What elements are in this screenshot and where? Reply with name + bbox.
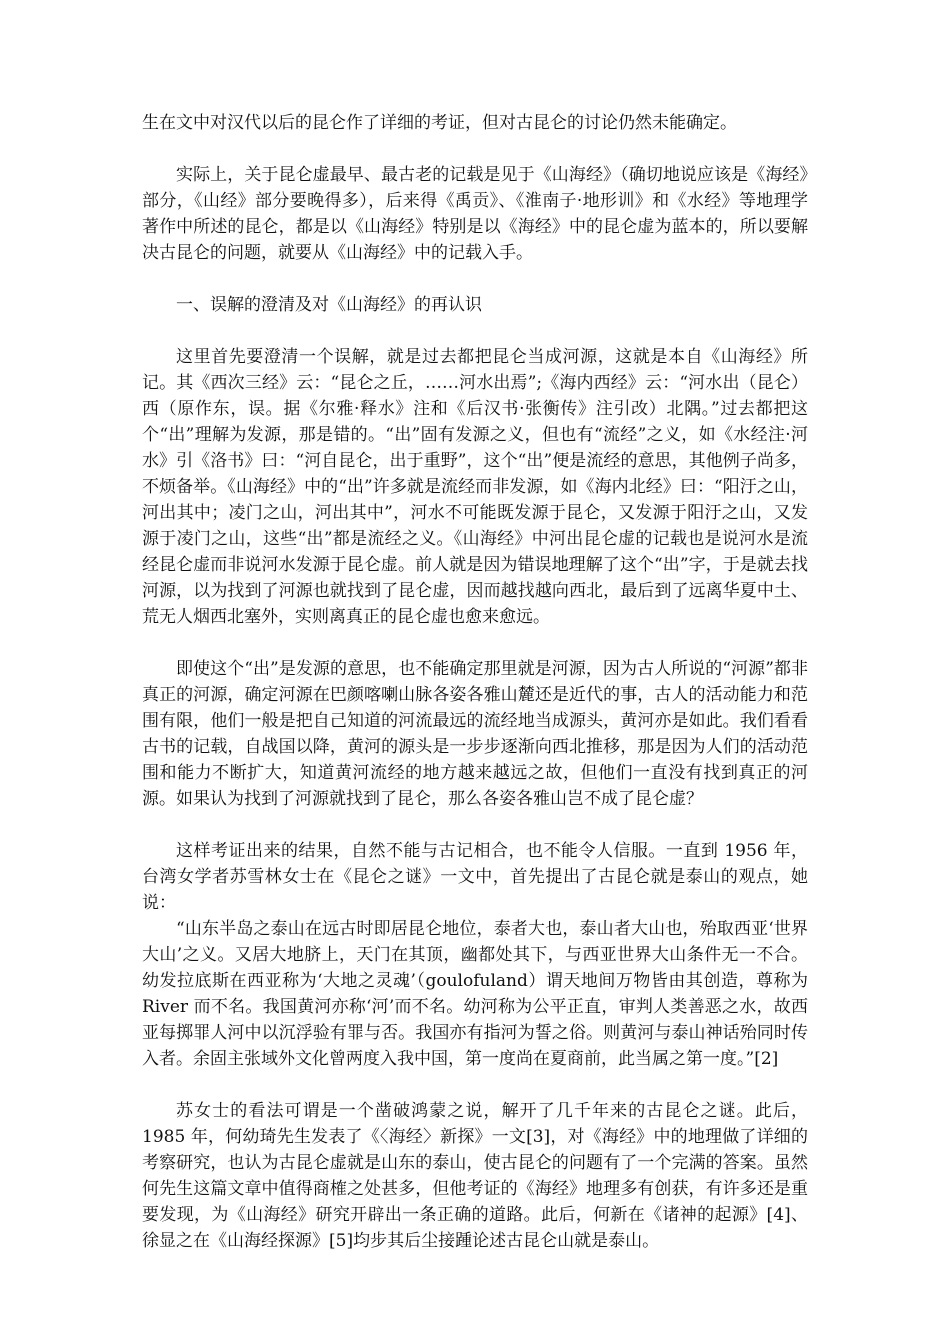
document-page <box>142 110 808 1254</box>
block-quote: “山东半岛之泰山在远古时即居昆仑地位，泰者大也，泰山者大山也，殆取西亚‘世界大山’之义。又居大地脐上，天门在其顶，幽都处其下，与西亚世界大山条件无一不合。幼发拉底斯在西亚称为‘大地之灵魂’（goulofuland）谓天地间万物皆由其创造，尊称为 River 而不名。我国黄河亦称‘河’而不名。幼河称为公平正直，审判人类善恶之水，故西亚每掷罪人河中以沉浮验有罪与否。我国亦有指河为誓之俗。则黄河与泰山神话殆同时传入者。余固主张域外文化曾两度入我中国，第一度尚在夏商前，此当属之第一度。”[2] <box>142 919 808 1069</box>
section-heading: 一、误解的澄清及对《山海经》的再认识 <box>176 295 482 315</box>
paragraph-continuation: 生在文中对汉代以后的昆仑作了详细的考证，但对古昆仑的讨论仍然未能确定。 <box>142 113 737 133</box>
paragraph-su-xuelin-intro: 这样考证出来的结果，自然不能与古记相合，也不能令人信服。一直到 1956 年，台湾女学者苏雪林女士在《昆仑之谜》一文中，首先提出了古昆仑就是泰山的观点，她说： <box>142 841 808 913</box>
paragraph-gap <box>142 318 808 344</box>
paragraph-later-research: 苏女士的看法可谓是一个凿破鸿蒙之说，解开了几千年来的古昆仑之谜。此后，1985 年，何幼琦先生发表了《〈海经〉新探》一文[3]，对《海经》中的地理做了详细的考察研究，也认为古昆仑虚就是山东的泰山，使古昆仑的问题有了一个完满的答案。虽然何先生这篇文章中值得商榷之处甚多，但他考证的《海经》地理多有创获，有许多还是重要发现，为《山海经》研究开辟出一条正确的道路。此后，何新在《诸神的起源》[4]、徐显之在《山海经探源》[5]均步其后尘接踵论述古昆仑山就是泰山。 <box>142 1101 808 1251</box>
paragraph-misunderstanding: 这里首先要澄清一个误解，就是过去都把昆仑当成河源，这就是本自《山海经》所记。其《西次三经》云：“昆仑之丘，……河水出焉”;《海内西经》云：“河水出（昆仑）西（原作东，误。据《尔雅·释水》注和《后汉书·张衡传》注引改）北隅。”过去都把这个“出”理解为发源，那是错的。“出”固有发源之义，但也有“流经”之义，如《水经注·河水》引《洛书》曰：“河自昆仑，出于重野”，这个“出”便是流经的意思，其他例子尚多，不烦备举。《山海经》中的“出”许多就是流经而非发源，如《海内北经》曰：“阳汙之山，河出其中；凌门之山，河出其中”，河水不可能既发源于昆仑，又发源于阳汙之山，又发源于凌门之山，这些“出”都是流经之义。《山海经》中河出昆仑虚的记载也是说河水是流经昆仑虚而非说河水发源于昆仑虚。前人就是因为错误地理解了这个“出”字，于是就去找河源，以为找到了河源也就找到了昆仑虚，因而越找越向西北，最后到了远离华夏中土、荒无人烟西北塞外，实则离真正的昆仑虚也愈来愈远。 <box>142 347 808 627</box>
paragraph-gap <box>142 136 808 162</box>
paragraph-gap <box>142 1072 808 1098</box>
paragraph-kunlun-records: 实际上，关于昆仑虚最早、最古老的记载是见于《山海经》（确切地说应该是《海经》部分，《山经》部分要晚得多），后来得《禹贡》、《淮南子·地形训》和《水经》等地理学著作中所述的昆仑，都是以《山海经》特别是以《海经》中的昆仑虚为蓝本的，所以要解决古昆仑的问题，就要从《山海经》中的记载入手。 <box>142 165 808 263</box>
paragraph-gap <box>142 630 808 656</box>
paragraph-river-source: 即使这个“出”是发源的意思，也不能确定那里就是河源，因为古人所说的“河源”都非真正的河源，确定河源在巴颜喀喇山脉各姿各雅山麓还是近代的事，古人的活动能力和范围有限，他们一般是把自己知道的河流最远的流经地当成源头，黄河亦是如此。我们看看古书的记载，自战国以降，黄河的源头是一步步逐渐向西北推移，那是因为人们的活动范围和能力不断扩大，知道黄河流经的地方越来越远之故，但他们一直没有找到真正的河源。如果认为找到了河源就找到了昆仑，那么各姿各雅山岂不成了昆仑虚？ <box>142 659 808 809</box>
paragraph-gap <box>142 266 808 292</box>
paragraph-gap <box>142 812 808 838</box>
